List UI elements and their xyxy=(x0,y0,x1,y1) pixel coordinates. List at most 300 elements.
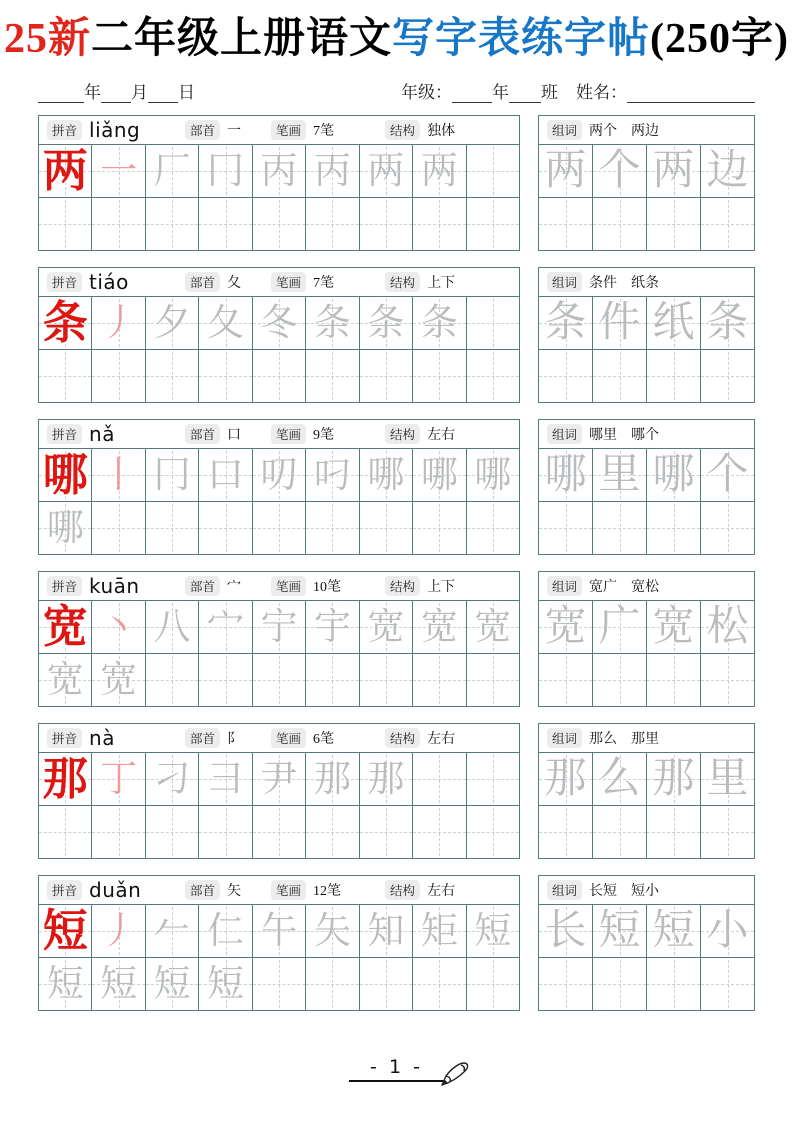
title-main: 写字表练字帖 xyxy=(392,16,651,62)
practice-grid xyxy=(39,144,519,250)
word-trace-char: 条 xyxy=(706,300,749,347)
stroke-progression-cell xyxy=(146,905,198,957)
stroke-progression-cell xyxy=(253,905,305,957)
empty-practice-cell xyxy=(593,654,646,706)
stroke-progression-char: 哪 xyxy=(474,454,512,496)
empty-practice-cell xyxy=(539,958,592,1010)
word-trace-char: 边 xyxy=(706,148,749,195)
word-trace-cell xyxy=(539,297,592,349)
radical-badge: 部首 xyxy=(185,728,220,748)
words-badge: 组词 xyxy=(547,728,582,748)
empty-practice-cell xyxy=(39,806,91,858)
empty-practice-cell xyxy=(701,806,754,858)
empty-practice-cell xyxy=(92,502,144,554)
word-trace-cell xyxy=(647,145,700,197)
strokes-badge: 笔画 xyxy=(271,880,306,900)
word-trace-char: 么 xyxy=(598,756,641,803)
empty-practice-cell xyxy=(647,350,700,402)
empty-practice-cell xyxy=(413,654,465,706)
stroke-progression-char: 丿 xyxy=(100,910,138,952)
character-block xyxy=(38,419,755,555)
title-grade: 二年级上册语文 xyxy=(91,16,393,62)
stroke-progression-cell xyxy=(253,449,305,501)
stroke-progression-char: 宽 xyxy=(420,606,458,648)
stroke-progression-cell xyxy=(413,753,465,805)
words-grid xyxy=(539,448,754,554)
empty-practice-cell xyxy=(199,502,251,554)
student-fields xyxy=(401,78,755,103)
empty-practice-cell xyxy=(701,958,754,1010)
word-trace-cell xyxy=(539,145,592,197)
stroke-progression-char: 哪 xyxy=(420,454,458,496)
word-trace-char: 短 xyxy=(652,908,695,955)
practice-header xyxy=(39,876,519,904)
empty-practice-cell xyxy=(39,350,91,402)
stroke-progression-char: 宇 xyxy=(313,606,351,648)
date-fields xyxy=(38,78,195,103)
stroke-progression-char: 那 xyxy=(367,758,405,800)
pinyin-value: duǎn xyxy=(89,878,142,903)
stroke-progression-cell xyxy=(306,753,358,805)
word-trace-cell xyxy=(539,449,592,501)
practice-panel xyxy=(38,267,520,403)
word-trace-cell xyxy=(701,601,754,653)
words-grid xyxy=(539,600,754,706)
empty-practice-cell xyxy=(539,350,592,402)
radical-value: 矢 xyxy=(227,884,242,900)
empty-practice-cell xyxy=(701,654,754,706)
structure-value: 左右 xyxy=(427,732,456,748)
words-badge: 组词 xyxy=(547,576,582,596)
model-char-cell xyxy=(39,297,91,349)
stroke-progression-char: 宽 xyxy=(100,659,138,701)
stroke-progression-cell xyxy=(306,145,358,197)
stroke-progression-cell xyxy=(306,297,358,349)
stroke-progression-char: 冂 xyxy=(153,454,191,496)
word-trace-char: 哪 xyxy=(652,452,695,499)
radical-badge: 部首 xyxy=(185,880,220,900)
practice-grid xyxy=(39,296,519,402)
practice-header xyxy=(39,116,519,144)
empty-practice-cell xyxy=(593,806,646,858)
structure-value: 左右 xyxy=(427,428,456,444)
stroke-progression-cell xyxy=(360,449,412,501)
practice-panel xyxy=(38,115,520,251)
empty-practice-cell xyxy=(253,350,305,402)
pinyin-value: kuān xyxy=(89,574,140,599)
stroke-count-value: 7笔 xyxy=(313,276,335,292)
stroke-progression-char: 八 xyxy=(153,606,191,648)
words-panel xyxy=(538,115,755,251)
empty-practice-cell xyxy=(647,958,700,1010)
stroke-progression-char: 仁 xyxy=(207,910,245,952)
strokes-badge: 笔画 xyxy=(271,272,306,292)
word-trace-cell xyxy=(647,753,700,805)
word-trace-cell xyxy=(701,145,754,197)
word-trace-char: 宽 xyxy=(652,604,695,651)
empty-practice-cell xyxy=(253,806,305,858)
stroke-progression-char: 丶 xyxy=(100,606,138,648)
pencil-icon xyxy=(439,1060,471,1088)
structure-value: 上下 xyxy=(427,276,456,292)
stroke-progression-cell xyxy=(146,145,198,197)
stroke-progression-cell xyxy=(199,145,251,197)
stroke-count-value: 10笔 xyxy=(313,580,342,596)
stroke-progression-char: 宽 xyxy=(367,606,405,648)
empty-practice-cell xyxy=(199,806,251,858)
empty-practice-cell xyxy=(593,502,646,554)
stroke-progression-char: 口 xyxy=(207,454,245,496)
name-label: 姓名： xyxy=(576,83,627,103)
stroke-progression-cell xyxy=(199,905,251,957)
empty-practice-cell xyxy=(306,654,358,706)
word-trace-cell xyxy=(647,905,700,957)
structure-badge: 结构 xyxy=(385,424,420,444)
word-trace-char: 里 xyxy=(706,756,749,803)
empty-practice-cell xyxy=(701,198,754,250)
empty-practice-cell xyxy=(413,806,465,858)
word-trace-cell xyxy=(593,145,646,197)
practice-grid xyxy=(39,448,519,554)
stroke-progression-cell xyxy=(146,449,198,501)
word-trace-cell xyxy=(593,601,646,653)
stroke-progression-char: 叨 xyxy=(260,454,298,496)
empty-practice-cell xyxy=(701,502,754,554)
stroke-progression-cell xyxy=(467,145,519,197)
structure-badge: 结构 xyxy=(385,272,420,292)
model-char-cell xyxy=(39,449,91,501)
stroke-progression-char: 那 xyxy=(313,758,351,800)
radical-badge: 部首 xyxy=(185,120,220,140)
empty-practice-cell xyxy=(593,350,646,402)
stroke-progression-cell xyxy=(360,905,412,957)
stroke-progression-cell xyxy=(92,753,144,805)
grade-blank xyxy=(452,85,492,103)
empty-practice-cell xyxy=(146,806,198,858)
stroke-progression-cell xyxy=(146,297,198,349)
stroke-progression-char: 一 xyxy=(100,150,138,192)
stroke-progression-char: 两 xyxy=(420,150,458,192)
empty-practice-cell xyxy=(39,198,91,250)
word-trace-char: 小 xyxy=(706,908,749,955)
words-header xyxy=(539,420,754,448)
word-trace-cell xyxy=(593,753,646,805)
word-trace-cell xyxy=(647,449,700,501)
radical-badge: 部首 xyxy=(185,576,220,596)
date-year-label: 年 xyxy=(84,83,101,103)
stroke-progression-cell xyxy=(92,449,144,501)
empty-practice-cell xyxy=(539,806,592,858)
empty-practice-cell xyxy=(467,198,519,250)
footer-rule xyxy=(349,1080,445,1082)
word-trace-char: 宽 xyxy=(544,604,587,651)
character-blocks xyxy=(38,115,755,1011)
words-badge: 组词 xyxy=(547,120,582,140)
stroke-progression-cell xyxy=(253,601,305,653)
info-row xyxy=(38,78,755,103)
empty-practice-cell xyxy=(360,502,412,554)
empty-practice-cell xyxy=(92,198,144,250)
empty-practice-cell xyxy=(467,350,519,402)
empty-practice-cell xyxy=(701,350,754,402)
stroke-progression-cell xyxy=(306,449,358,501)
radical-value: 宀 xyxy=(227,580,242,596)
empty-practice-cell xyxy=(467,502,519,554)
page-footer xyxy=(0,1056,793,1082)
stroke-progression-cell xyxy=(467,905,519,957)
stroke-progression-char: 叼 xyxy=(313,454,351,496)
stroke-progression-char: 哪 xyxy=(46,507,84,549)
empty-practice-cell xyxy=(306,198,358,250)
stroke-progression-cell xyxy=(199,958,251,1010)
practice-grid xyxy=(39,600,519,706)
strokes-badge: 笔画 xyxy=(271,120,306,140)
empty-practice-cell xyxy=(413,350,465,402)
stroke-progression-cell xyxy=(199,449,251,501)
stroke-progression-cell xyxy=(253,753,305,805)
stroke-progression-cell xyxy=(306,601,358,653)
word-trace-char: 条 xyxy=(544,300,587,347)
empty-practice-cell xyxy=(539,502,592,554)
empty-practice-cell xyxy=(92,350,144,402)
stroke-progression-cell xyxy=(360,297,412,349)
character-block xyxy=(38,267,755,403)
stroke-progression-cell xyxy=(92,601,144,653)
pinyin-badge: 拼音 xyxy=(47,120,82,140)
word-trace-char: 长 xyxy=(544,908,587,955)
stroke-progression-char: 冂 xyxy=(207,150,245,192)
stroke-progression-cell xyxy=(146,958,198,1010)
stroke-count-value: 6笔 xyxy=(313,732,335,748)
structure-badge: 结构 xyxy=(385,880,420,900)
stroke-progression-cell xyxy=(360,753,412,805)
stroke-count-value: 12笔 xyxy=(313,884,342,900)
grade-label: 年级： xyxy=(401,83,452,103)
strokes-badge: 笔画 xyxy=(271,424,306,444)
empty-practice-cell xyxy=(360,654,412,706)
stroke-count-value: 7笔 xyxy=(313,124,335,140)
radical-badge: 部首 xyxy=(185,424,220,444)
pinyin-badge: 拼音 xyxy=(47,424,82,444)
words-list: 长短 短小 xyxy=(589,884,660,900)
strokes-badge: 笔画 xyxy=(271,576,306,596)
stroke-progression-cell xyxy=(413,449,465,501)
stroke-progression-cell xyxy=(92,958,144,1010)
words-grid xyxy=(539,904,754,1010)
structure-value: 上下 xyxy=(427,580,456,596)
character-block xyxy=(38,571,755,707)
structure-value: 独体 xyxy=(427,124,456,140)
title-prefix: 25新 xyxy=(3,16,91,62)
page-number: - 1 - xyxy=(370,1056,423,1078)
stroke-progression-char: 午 xyxy=(260,910,298,952)
words-panel xyxy=(538,267,755,403)
word-trace-cell xyxy=(593,297,646,349)
structure-badge: 结构 xyxy=(385,120,420,140)
grade-unit-label: 年 xyxy=(492,83,509,103)
stroke-progression-cell xyxy=(413,601,465,653)
date-day-blank xyxy=(148,85,178,103)
word-trace-cell xyxy=(647,297,700,349)
model-character: 宽 xyxy=(42,601,88,652)
empty-practice-cell xyxy=(360,958,412,1010)
stroke-progression-char: 夕 xyxy=(153,302,191,344)
empty-practice-cell xyxy=(253,958,305,1010)
stroke-progression-char: 丨 xyxy=(100,454,138,496)
strokes-badge: 笔画 xyxy=(271,728,306,748)
practice-panel xyxy=(38,723,520,859)
stroke-progression-cell xyxy=(306,905,358,957)
practice-panel xyxy=(38,419,520,555)
stroke-progression-cell xyxy=(92,905,144,957)
empty-practice-cell xyxy=(647,806,700,858)
stroke-count-value: 9笔 xyxy=(313,428,335,444)
practice-grid xyxy=(39,752,519,858)
words-header xyxy=(539,572,754,600)
word-trace-char: 个 xyxy=(706,452,749,499)
words-header xyxy=(539,116,754,144)
stroke-progression-cell xyxy=(413,297,465,349)
words-panel xyxy=(538,723,755,859)
model-character: 那 xyxy=(42,753,88,804)
word-trace-char: 哪 xyxy=(544,452,587,499)
character-block xyxy=(38,723,755,859)
stroke-progression-char: 知 xyxy=(367,910,405,952)
practice-header xyxy=(39,724,519,752)
empty-practice-cell xyxy=(253,198,305,250)
word-trace-cell xyxy=(539,601,592,653)
structure-badge: 结构 xyxy=(385,576,420,596)
radical-badge: 部首 xyxy=(185,272,220,292)
word-trace-char: 两 xyxy=(544,148,587,195)
empty-practice-cell xyxy=(306,350,358,402)
words-panel xyxy=(538,419,755,555)
stroke-progression-char: 丁 xyxy=(100,758,138,800)
model-character: 条 xyxy=(42,297,88,348)
stroke-progression-char: 刁 xyxy=(153,758,191,800)
stroke-progression-char: 短 xyxy=(474,910,512,952)
words-panel xyxy=(538,875,755,1011)
date-year-blank xyxy=(38,85,84,103)
stroke-progression-char: 短 xyxy=(46,963,84,1005)
empty-practice-cell xyxy=(467,654,519,706)
stroke-progression-char: 条 xyxy=(420,302,458,344)
words-list: 那么 那里 xyxy=(589,732,660,748)
stroke-progression-char: 短 xyxy=(207,963,245,1005)
empty-practice-cell xyxy=(306,958,358,1010)
stroke-progression-char: 丙 xyxy=(313,150,351,192)
word-trace-char: 松 xyxy=(706,604,749,651)
pinyin-badge: 拼音 xyxy=(47,576,82,596)
words-header xyxy=(539,268,754,296)
word-trace-cell xyxy=(539,905,592,957)
word-trace-char: 广 xyxy=(598,604,641,651)
character-block xyxy=(38,875,755,1011)
word-trace-char: 那 xyxy=(544,756,587,803)
practice-grid xyxy=(39,904,519,1010)
pinyin-value: nǎ xyxy=(89,422,115,447)
empty-practice-cell xyxy=(360,198,412,250)
stroke-progression-cell xyxy=(360,145,412,197)
empty-practice-cell xyxy=(146,502,198,554)
stroke-progression-cell xyxy=(92,145,144,197)
model-character: 哪 xyxy=(42,449,88,500)
words-badge: 组词 xyxy=(547,424,582,444)
word-trace-cell xyxy=(701,297,754,349)
stroke-progression-cell xyxy=(253,145,305,197)
stroke-progression-char: 条 xyxy=(313,302,351,344)
class-blank xyxy=(509,85,541,103)
title-suffix: (250字) xyxy=(650,16,790,62)
stroke-progression-cell xyxy=(146,601,198,653)
word-trace-cell xyxy=(647,601,700,653)
word-trace-char: 件 xyxy=(598,300,641,347)
name-blank xyxy=(627,85,755,103)
stroke-progression-cell xyxy=(467,601,519,653)
words-grid xyxy=(539,752,754,858)
words-grid xyxy=(539,144,754,250)
words-badge: 组词 xyxy=(547,880,582,900)
radical-value: 一 xyxy=(227,124,242,140)
stroke-progression-char: 矩 xyxy=(420,910,458,952)
empty-practice-cell xyxy=(593,958,646,1010)
empty-practice-cell xyxy=(467,958,519,1010)
empty-practice-cell xyxy=(539,198,592,250)
stroke-progression-cell xyxy=(92,654,144,706)
stroke-progression-char: 丿 xyxy=(100,302,138,344)
practice-panel xyxy=(38,571,520,707)
model-character: 短 xyxy=(42,905,88,956)
empty-practice-cell xyxy=(413,198,465,250)
empty-practice-cell xyxy=(647,502,700,554)
pinyin-badge: 拼音 xyxy=(47,728,82,748)
word-trace-cell xyxy=(701,753,754,805)
stroke-progression-cell xyxy=(199,753,251,805)
words-grid xyxy=(539,296,754,402)
stroke-progression-char: 宀 xyxy=(207,606,245,648)
empty-practice-cell xyxy=(199,654,251,706)
stroke-progression-char: 厂 xyxy=(153,150,191,192)
empty-practice-cell xyxy=(253,654,305,706)
structure-value: 左右 xyxy=(427,884,456,900)
empty-practice-cell xyxy=(146,198,198,250)
word-trace-cell xyxy=(593,449,646,501)
practice-header xyxy=(39,572,519,600)
pinyin-badge: 拼音 xyxy=(47,272,82,292)
stroke-progression-cell xyxy=(199,297,251,349)
stroke-progression-cell xyxy=(39,958,91,1010)
words-list: 宽广 宽松 xyxy=(589,580,660,596)
stroke-progression-char: 𠂉 xyxy=(153,910,191,952)
stroke-progression-cell xyxy=(146,753,198,805)
empty-practice-cell xyxy=(146,654,198,706)
word-trace-char: 两 xyxy=(652,148,695,195)
model-char-cell xyxy=(39,753,91,805)
empty-practice-cell xyxy=(92,806,144,858)
date-day-label: 日 xyxy=(178,83,195,103)
empty-practice-cell xyxy=(647,654,700,706)
stroke-progression-cell xyxy=(92,297,144,349)
stroke-progression-char: 宽 xyxy=(46,659,84,701)
word-trace-char: 那 xyxy=(652,756,695,803)
model-char-cell xyxy=(39,145,91,197)
word-trace-cell xyxy=(701,905,754,957)
pinyin-badge: 拼音 xyxy=(47,880,82,900)
stroke-progression-cell xyxy=(253,297,305,349)
stroke-progression-char: 尹 xyxy=(260,758,298,800)
empty-practice-cell xyxy=(647,198,700,250)
empty-practice-cell xyxy=(306,502,358,554)
